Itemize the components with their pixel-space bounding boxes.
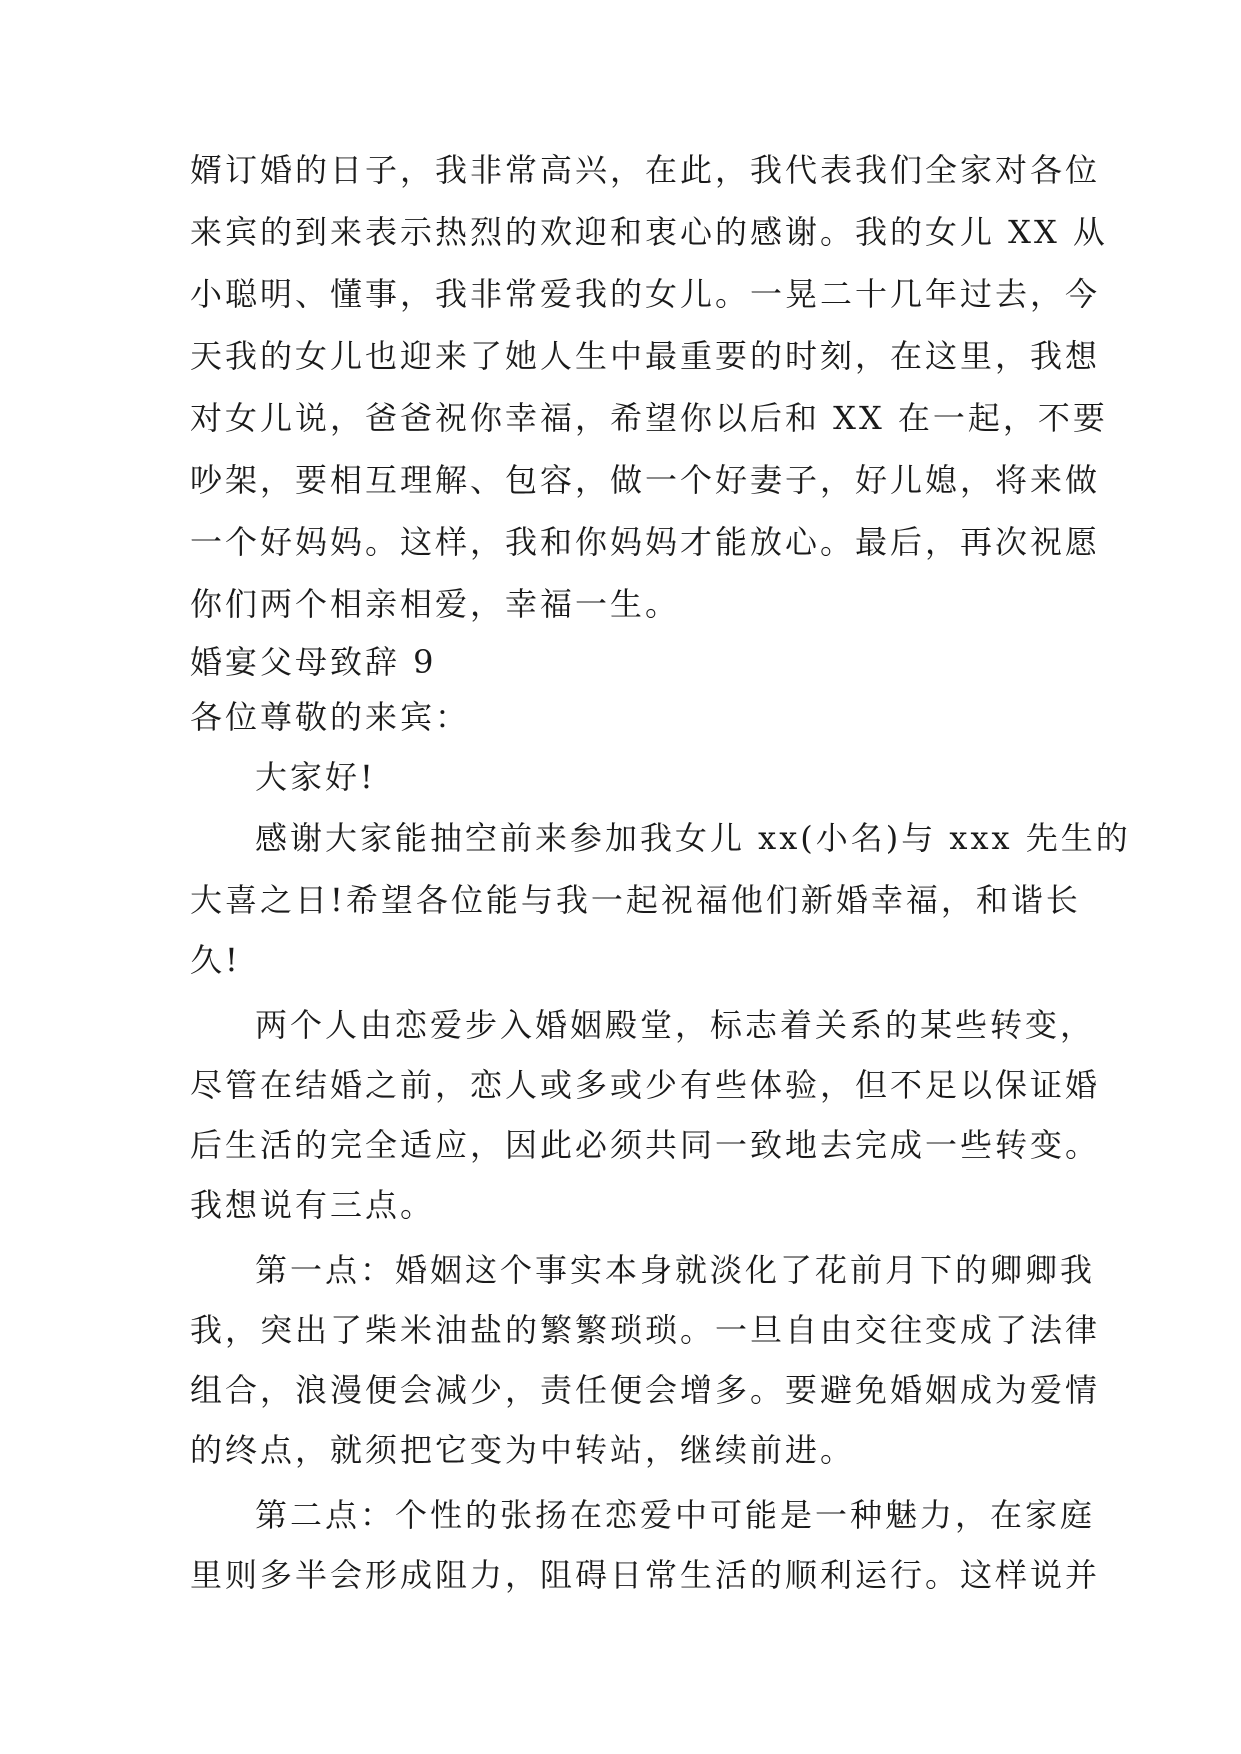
text-line: 我，突出了柴米油盐的繁繁琐琐。一旦自由交往变成了法律 xyxy=(190,1311,1101,1349)
text-line: 后生活的完全适应，因此必须共同一致地去完成一些转变。 xyxy=(190,1126,1101,1164)
greeting: 大家好! xyxy=(255,758,376,796)
text-line: 来宾的到来表示热烈的欢迎和衷心的感谢。我的女儿 XX 从 xyxy=(190,213,1108,251)
text-line: 吵架，要相互理解、包容，做一个好妻子，好儿媳，将来做 xyxy=(190,461,1101,499)
text-line: 对女儿说，爸爸祝你幸福，希望你以后和 XX 在一起，不要 xyxy=(190,399,1108,437)
section-heading: 婚宴父母致辞 9 xyxy=(190,643,437,681)
text-line: 大喜之日!希望各位能与我一起祝福他们新婚幸福，和谐长 xyxy=(190,881,1081,919)
text-line: 天我的女儿也迎来了她人生中最重要的时刻，在这里，我想 xyxy=(190,337,1101,375)
text-line: 婿订婚的日子，我非常高兴，在此，我代表我们全家对各位 xyxy=(190,151,1101,189)
text-line: 两个人由恋爱步入婚姻殿堂，标志着关系的某些转变， xyxy=(255,1006,1096,1044)
text-line: 尽管在结婚之前，恋人或多或少有些体验，但不足以保证婚 xyxy=(190,1066,1101,1104)
text-line: 感谢大家能抽空前来参加我女儿 xx(小名)与 xxx 先生的 xyxy=(255,819,1131,857)
text-line: 里则多半会形成阻力，阻碍日常生活的顺利运行。这样说并 xyxy=(190,1556,1101,1594)
text-line: 组合，浪漫便会减少，责任便会增多。要避免婚姻成为爱情 xyxy=(190,1371,1101,1409)
text-line: 你们两个相亲相爱，幸福一生。 xyxy=(190,585,681,623)
text-line: 第二点：个性的张扬在恋爱中可能是一种魅力，在家庭 xyxy=(255,1496,1096,1534)
text-line: 小聪明、懂事，我非常爱我的女儿。一晃二十几年过去，今 xyxy=(190,275,1101,313)
text-line: 我想说有三点。 xyxy=(190,1186,436,1224)
text-line: 一个好妈妈。这样，我和你妈妈才能放心。最后，再次祝愿 xyxy=(190,523,1101,561)
text-line: 久! xyxy=(190,941,241,979)
text-line: 第一点：婚姻这个事实本身就淡化了花前月下的卿卿我 xyxy=(255,1251,1096,1289)
salutation: 各位尊敬的来宾： xyxy=(190,698,471,736)
text-line: 的终点，就须把它变为中转站，继续前进。 xyxy=(190,1431,856,1469)
